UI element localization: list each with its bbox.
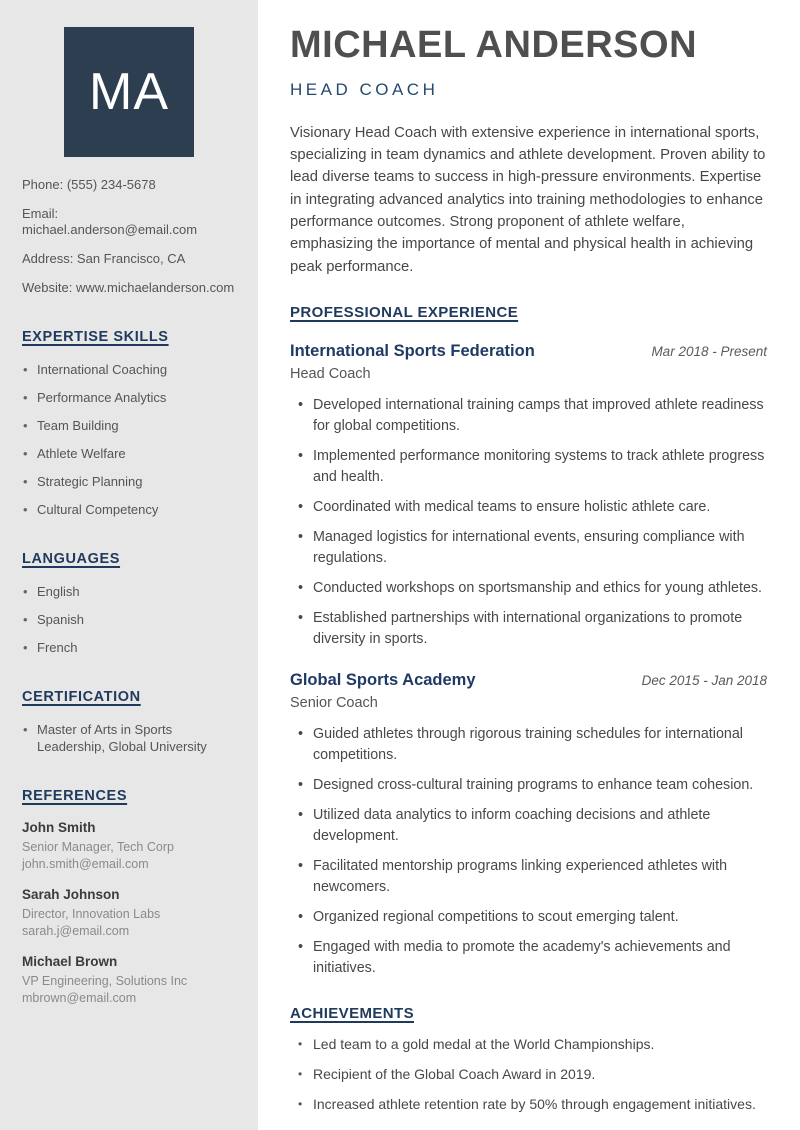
contact-phone: Phone: (555) 234-5678 — [22, 177, 156, 192]
job-header — [290, 671, 767, 690]
sidebar — [0, 0, 258, 1130]
company-name: International Sports Federation — [290, 341, 535, 360]
job-bullet: • Coordinated with medical teams to ensure holistic athlete care. — [290, 497, 767, 518]
skill-item: • Performance Analytics — [22, 389, 236, 406]
job-bullet-list — [290, 395, 767, 650]
reference-name: Sarah Johnson — [22, 887, 120, 902]
job-bullet: • Organized regional competitions to scout emerging talent. — [290, 907, 767, 928]
candidate-title: HEAD COACH — [290, 79, 439, 99]
languages-list — [22, 583, 236, 656]
job-bullet: • Utilized data analytics to inform coaching decisions and athlete development. — [290, 805, 767, 847]
job-role: Senior Coach — [290, 694, 378, 711]
job-dates: Dec 2015 - Jan 2018 — [641, 672, 767, 688]
references-list — [22, 820, 236, 1007]
languages-section — [22, 551, 236, 656]
job-bullet: • Established partnerships with international organizations to promote diversity in sports. — [290, 608, 767, 650]
job-header — [290, 342, 767, 361]
monogram-initials: MA — [89, 63, 169, 121]
achievement-item: • Recipient of the Global Coach Award in 2019. — [290, 1066, 767, 1083]
reference-email: sarah.j@email.com — [22, 924, 130, 938]
experience-heading: PROFESSIONAL EXPERIENCE — [290, 303, 519, 321]
job-bullet: • Conducted workshops on sportsmanship and ethics for young athletes. — [290, 578, 767, 599]
certification-list — [22, 721, 236, 755]
skill-item: • International Coaching — [22, 361, 236, 378]
job-bullet: • Facilitated mentorship programs linking experienced athletes with newcomers. — [290, 856, 767, 898]
achievement-item: • Led team to a gold medal at the World Championships. — [290, 1036, 767, 1053]
achievements-heading: ACHIEVEMENTS — [290, 1004, 414, 1022]
skill-item: • Strategic Planning — [22, 473, 236, 490]
candidate-name: MICHAEL ANDERSON — [290, 24, 698, 66]
reference-entry — [22, 954, 236, 1007]
reference-role: VP Engineering, Solutions Inc — [22, 974, 188, 988]
job-entry — [290, 342, 767, 650]
contact-section — [22, 177, 236, 296]
reference-email: mbrown@email.com — [22, 991, 137, 1005]
certification-heading: CERTIFICATION — [22, 689, 141, 705]
job-bullet: • Managed logistics for international events, ensuring compliance with regulations. — [290, 527, 767, 569]
skills-heading: EXPERTISE SKILLS — [22, 329, 169, 345]
certification-item: • Master of Arts in Sports Leadership, Global University — [22, 721, 236, 755]
references-heading: REFERENCES — [22, 788, 128, 804]
contact-address: Address: San Francisco, CA — [22, 251, 186, 266]
reference-role: Senior Manager, Tech Corp — [22, 840, 174, 854]
skill-item: • Team Building — [22, 417, 236, 434]
skill-item: • Cultural Competency — [22, 501, 236, 518]
job-bullet-list — [290, 724, 767, 979]
contact-email: Email: michael.anderson@email.com — [22, 206, 198, 237]
references-section — [22, 788, 236, 1007]
job-bullet: • Engaged with media to promote the academy's achievements and initiatives. — [290, 937, 767, 979]
monogram-badge — [64, 27, 194, 157]
certification-section — [22, 689, 236, 755]
skill-item: • Athlete Welfare — [22, 445, 236, 462]
reference-email: john.smith@email.com — [22, 857, 149, 871]
job-bullet: • Designed cross-cultural training programs to enhance team cohesion. — [290, 775, 767, 796]
summary-paragraph: Visionary Head Coach with extensive experience in international sports, specializing in team dynamics and athlete development. Proven ability to lead diverse teams to success in high-pressure environments. Expertise in integrating advanced analytics into training methodologies to enhance performance outcomes. Strong proponent of athlete welfare, emphasizing the importance of mental and physical health in achieving peak performance. — [290, 124, 766, 275]
job-dates: Mar 2018 - Present — [651, 343, 767, 359]
reference-entry — [22, 887, 236, 940]
company-name: Global Sports Academy — [290, 670, 476, 689]
main-content — [258, 0, 800, 1130]
contact-website: Website: www.michaelanderson.com — [22, 280, 235, 295]
job-bullet: • Guided athletes through rigorous training schedules for international competitions. — [290, 724, 767, 766]
skills-section — [22, 329, 236, 518]
job-role: Head Coach — [290, 365, 371, 382]
language-item: • French — [22, 639, 236, 656]
languages-heading: LANGUAGES — [22, 551, 121, 567]
job-bullet: • Developed international training camps that improved athlete readiness for global competitions. — [290, 395, 767, 437]
reference-name: Michael Brown — [22, 954, 118, 969]
reference-entry — [22, 820, 236, 873]
job-bullet: • Implemented performance monitoring systems to track athlete progress and health. — [290, 446, 767, 488]
reference-role: Director, Innovation Labs — [22, 907, 161, 921]
skills-list — [22, 361, 236, 518]
reference-name: John Smith — [22, 820, 96, 835]
achievement-item: • Increased athlete retention rate by 50% through engagement initiatives. — [290, 1096, 767, 1113]
language-item: • Spanish — [22, 611, 236, 628]
job-entry — [290, 671, 767, 979]
achievements-list — [290, 1036, 767, 1113]
language-item: • English — [22, 583, 236, 600]
